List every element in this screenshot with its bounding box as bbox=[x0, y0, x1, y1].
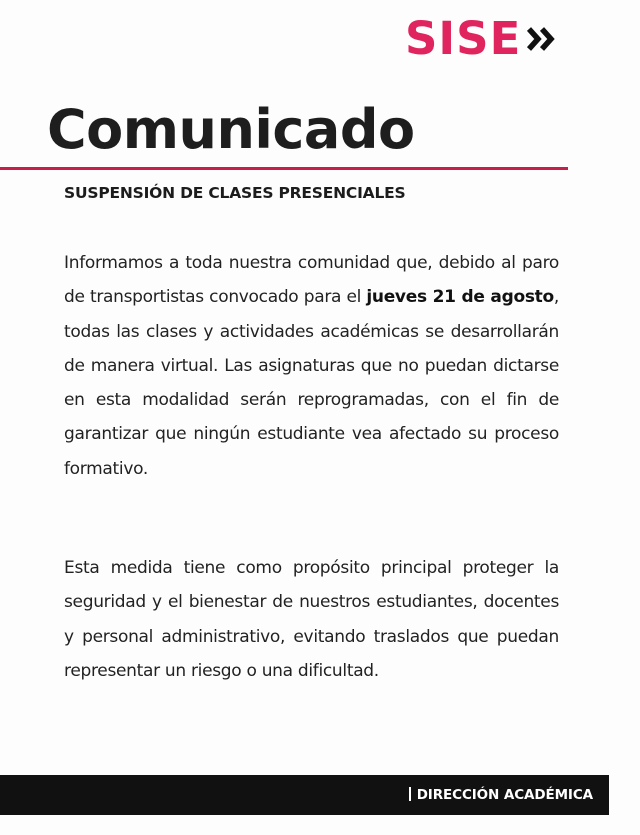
notice-subtitle: SUSPENSIÓN DE CLASES PRESENCIALES bbox=[64, 184, 406, 202]
sise-logo bbox=[405, 14, 561, 64]
double-chevron-right-icon bbox=[525, 23, 561, 55]
paragraph-1-text-end: , todas las clases y actividades académicas se desarrollarán de manera virtual. Las asignaturas que no puedan dictarse en esta modalidad serán reprogramadas, con el fin de garantizar que ningún estudiante vea afectado su proceso formativo. bbox=[64, 287, 559, 479]
highlighted-date: jueves 21 de agosto bbox=[366, 287, 554, 308]
footer-bar bbox=[0, 775, 609, 815]
page-title: Comunicado bbox=[47, 98, 415, 161]
footer-signature bbox=[409, 787, 609, 803]
footer-label: DIRECCIÓN ACADÉMICA bbox=[416, 787, 593, 803]
logo-wordmark: SISE bbox=[405, 12, 522, 65]
body-paragraph-2: Esta medida tiene como propósito principal proteger la seguridad y el bienestar de nuestros estudiantes, docentes y personal administrativo, evitando traslados que puedan representar un riesgo o una dificultad. bbox=[64, 558, 559, 681]
title-underline-divider bbox=[0, 167, 568, 170]
paragraph-1-text-start: Informamos a toda nuestra comunidad que, debido al paro de transportistas convocado para el bbox=[64, 253, 559, 308]
body-paragraph-1 bbox=[64, 246, 559, 486]
footer-separator bbox=[409, 787, 411, 801]
